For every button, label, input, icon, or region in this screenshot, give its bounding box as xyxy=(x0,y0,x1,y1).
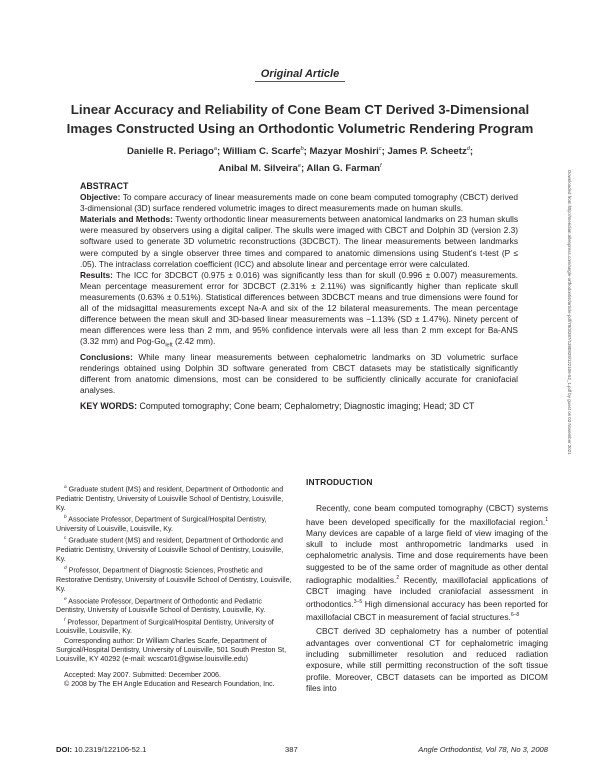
abstract-heading: ABSTRACT xyxy=(80,181,129,191)
copyright: © 2008 by The EH Angle Education and Research Foundation, Inc. xyxy=(64,679,275,688)
footnote: $^d$ Professor, Department of Diagnostic Sciences, Prosthetic and Restorative Dentistry, University of Louisville School of Dentistry, Louisville, Ky. xyxy=(56,566,292,594)
footnote: $^c$ Graduate student (MS) and resident, Department of Orthodontic and Pediatric Dentistry, University of Louisville School of Dentistry, Louisville, Ky. xyxy=(56,536,284,564)
abstract-results: Results: The ICC for 3DCBCT (0.975 ± 0.016) was significantly less than for skull (0.996 ± 0.007) measurements. Mean percentage measurement error for 3DCBCT (2.31% ± 2.11%) was significantly higher than replicate skull measurements (0.63% ± 0.51%). Statistical differences between 3DCBCT means and true dimensions were found for all of the midsagittal measurements except Na-A and six of the 12 bilateral measurements. The mean percentage difference between the mean skull and 3D-based linear measurements was −1.13% (SD ± 1.47%). Ninety percent of mean differences were less than 2 mm, and 95% confidence intervals were all less than 2 mm except for Ba-ANS (3.32 mm) and Pog-$Go_{left}$ (2.42 mm). xyxy=(80,269,518,349)
author: Allan G. Farman xyxy=(306,163,381,175)
journal-citation: Angle Orthodontist, Vol 78, No 3, 2008 xyxy=(418,745,548,754)
article-title xyxy=(60,100,540,138)
abstract xyxy=(80,181,518,413)
download-watermark: Downloaded from http://meridian.allenpress.com/angle-orthodontist/article-pdf/78/3/387/1380828/122106-52_1.pdf by guest on 03 November 2021 xyxy=(567,170,572,455)
introduction xyxy=(306,477,548,697)
abstract-methods: Materials and Methods: Twenty orthodontic linear measurements between anatomical landmarks on 23 human skulls were measured by observers using a digital caliper. The skulls were imaged with CBCT and Dolphin 3D (version 2.3) software used to generate 3D volumetric reconstructions (3DCBCT). The linear measurements between landmarks were computed by a single observer three times and compared to anatomic dimensions using Student's t-test (P ≤ .05). The intraclass correlation coefficient (ICC) and absolute linear and percentage error were calculated. xyxy=(80,214,518,269)
title-line-2: Images Constructed Using an Orthodontic Volumetric Rendering Program xyxy=(66,121,534,136)
footnote: $^a$ Graduate student (MS) and resident, Department of Orthodontic and Pediatric Dentistry, University of Louisville School of Dentistry, Louisville, Ky. xyxy=(56,485,284,512)
footnote: $^e$ Associate Professor, Department of Orthodontic and Pediatric Dentistry, University of Louisville School of Dentistry, Louisville, Ky. xyxy=(56,596,266,615)
footnote: $^b$ Associate Professor, Department of Surgical/Hospital Dentistry, University of Louisville, Louisville, Ky. xyxy=(56,515,267,533)
author: Danielle R. Periago xyxy=(126,146,214,158)
section-underline xyxy=(255,81,345,82)
doi: DOI: 10.2319/122106-52.1 xyxy=(56,745,147,754)
affiliation-mark: d xyxy=(466,146,470,152)
intro-paragraph: Recently, cone beam computed tomography (CBCT) systems have been developed specifically for the maxillofacial region.$^1$ Many devices are capable of a large field of view imaging of the skull to include most anthropometric landmarks used in cephalometric analysis. Time and dose requirements have been suggested to be of the same order of magnitude as other dental radiographic modalities.$^2$ Recently, maxillofacial applications of CBCT imaging have included craniofacial assessment in orthodontics.$^{3-5}$ High dimensional accuracy has been reported for maxillofacial CBCT in measurement of facial structures.$^{6-8}$ xyxy=(306,503,548,623)
section-label: Original Article xyxy=(260,68,340,80)
abstract-conclusions: Conclusions: While many linear measurements between cephalometric landmarks on 3D volumetric surface renderings obtained using Dolphin 3D software generated from CBCT datasets may be statistically significantly different from anatomic dimensions, most can be considered to be sufficiently clinically accurate for craniofacial analyses. xyxy=(80,352,518,396)
affiliation-mark: c xyxy=(378,146,382,152)
footnote: $^f$ Professor, Department of Surgical/Hospital Dentistry, University of Louisville, Louisville, Ky. xyxy=(56,617,274,636)
affiliation-mark: e xyxy=(297,163,301,170)
affiliation-mark: b xyxy=(300,146,304,152)
correspondence: Corresponding author: Dr William Charles Scarfe, Department of Surgical/Hospital Dentistry, University of Louisville, 501 South Preston St, Louisville, KY 40292 (e-mail: wcscar01@gwise.louisville.edu) xyxy=(56,636,287,664)
author: Anibal M. Silveira xyxy=(218,163,298,175)
author: Mazyar Moshiri xyxy=(309,146,379,158)
intro-heading: INTRODUCTION xyxy=(306,477,373,487)
accepted-date: Accepted: May 2007. Submitted: December 2006. xyxy=(64,670,221,679)
author: William C. Scarfe xyxy=(222,146,301,158)
affiliation-mark: a xyxy=(213,146,217,152)
title-line-1: Linear Accuracy and Reliability of Cone Beam CT Derived 3-Dimensional xyxy=(70,102,530,117)
page-footer xyxy=(56,745,548,757)
affiliation-footnotes xyxy=(56,483,292,689)
intro-paragraph: CBCT derived 3D cephalometry has a number of potential advantages over conventional CT for cephalometric imaging including submillimeter resolution and reduced radiation exposure, while still permitting reconstruction of the soft tissue profile. Moreover, CBCT datasets can be imported as DICOM files into xyxy=(306,626,548,693)
author: James P. Scheetz xyxy=(387,146,467,158)
keywords: KEY WORDS: Computed tomography; Cone beam; Cephalometry; Diagnostic imaging; Head; 3D CT xyxy=(80,401,475,412)
author-list: Danielle R. Periago$^a$; William C. Scarfe$^b$; Mazyar Moshiri$^c$; James P. Scheetz$^d$; Anibal M. Silveira$^e$; Allan G. Farman$^f$ xyxy=(126,146,474,175)
affiliation-mark: f xyxy=(380,163,382,170)
abstract-objective: Objective: To compare accuracy of linear measurements made on cone beam computed tomography (CBCT) derived 3-dimensional (3D) surface rendered volumetric images to direct measurements made on human skulls. xyxy=(80,192,518,214)
page-number: 387 xyxy=(285,745,298,754)
